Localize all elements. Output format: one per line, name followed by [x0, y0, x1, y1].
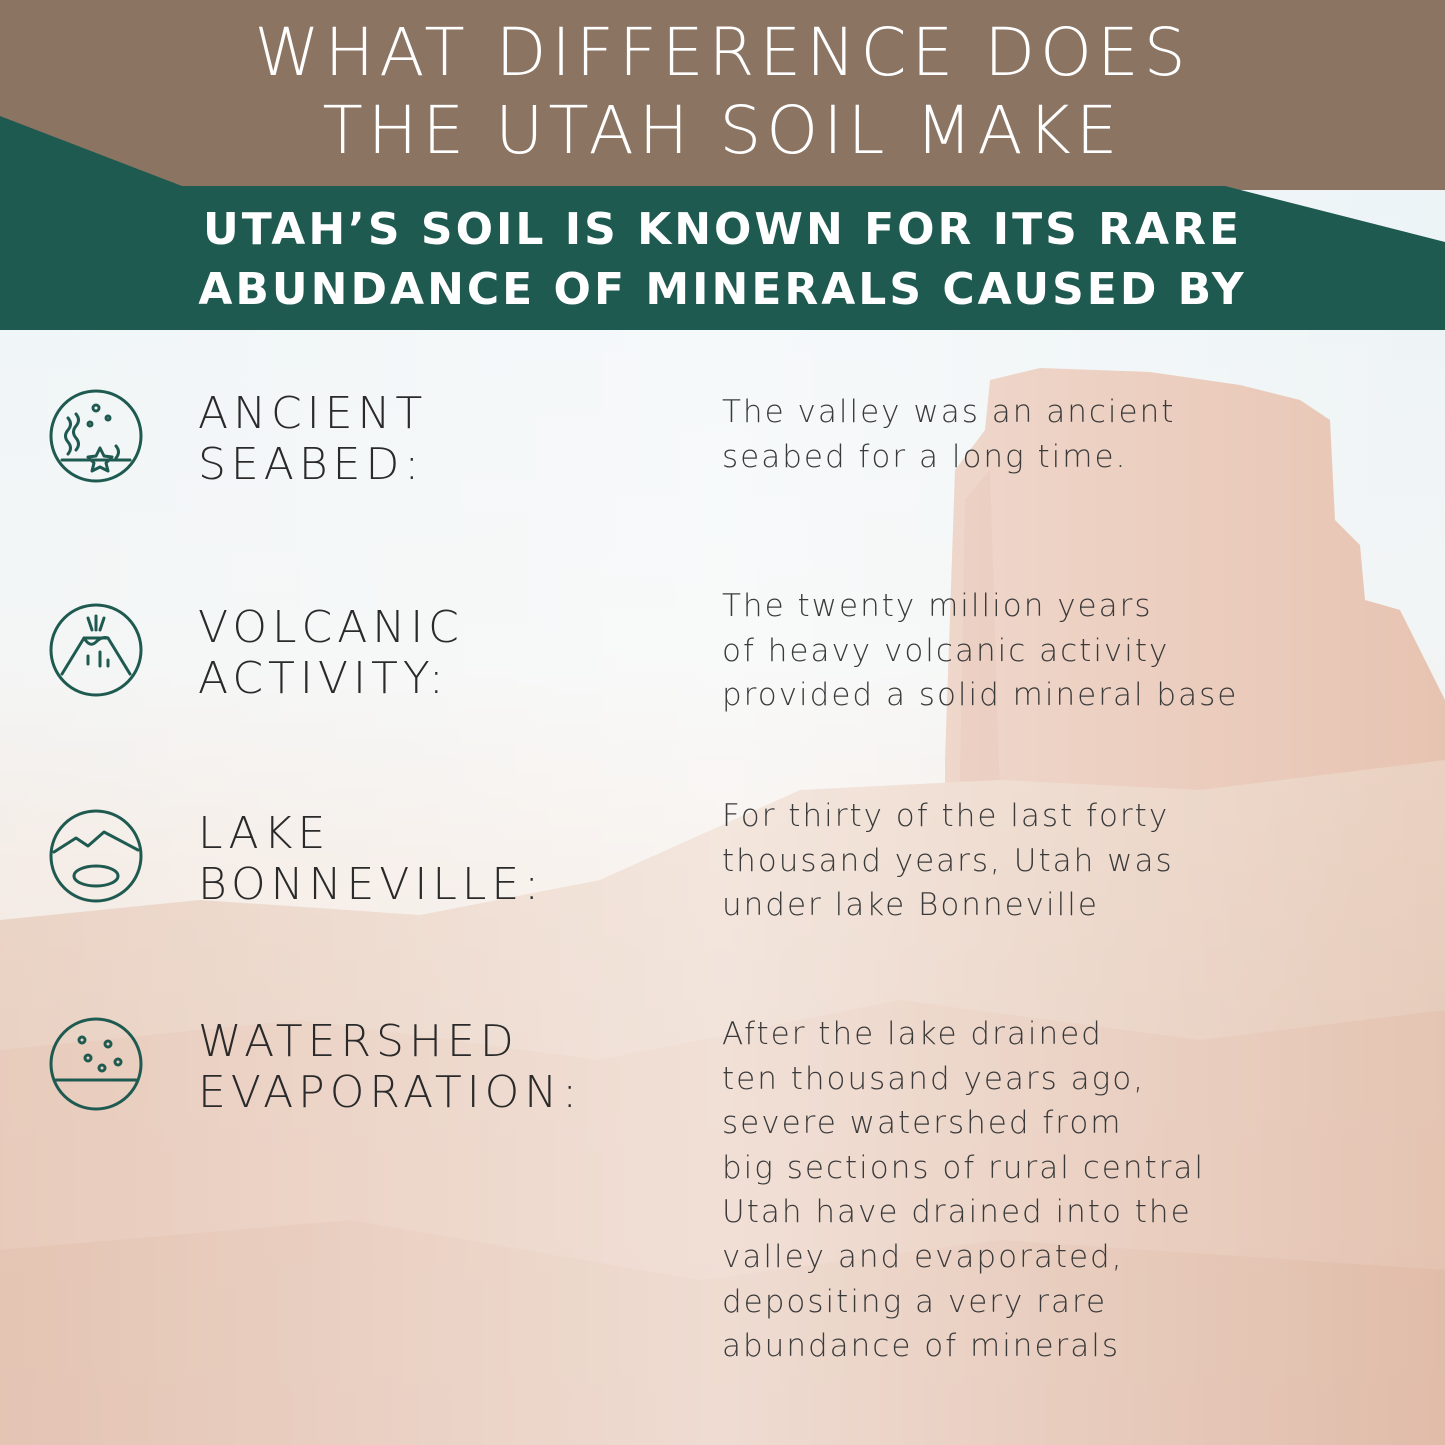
item-description-line: Utah have drained into the — [722, 1194, 1192, 1231]
page-subtitle — [0, 200, 1445, 320]
item-label-line: ACTIVITY: — [198, 653, 449, 704]
item-label — [198, 388, 427, 490]
page-subtitle-line-2: ABUNDANCE OF MINERALS CAUSED BY — [198, 264, 1247, 315]
item-label-line: WATERSHED — [198, 1016, 519, 1067]
item-description — [722, 390, 1362, 479]
item-description-line: The twenty million years — [722, 588, 1153, 624]
seabed-icon — [48, 388, 144, 484]
item-description — [722, 794, 1362, 928]
item-label-line: EVAPORATION: — [198, 1067, 583, 1118]
item-description-line: The valley was an ancient — [722, 394, 1176, 430]
page-title-line-2: THE UTAH SOIL MAKE — [322, 92, 1123, 169]
item-label-line: LAKE — [198, 808, 331, 859]
item-description — [722, 584, 1362, 718]
item-description-line: big sections of rural central — [722, 1149, 1206, 1186]
item-label-line: SEABED: — [198, 439, 425, 490]
item-label-line: ANCIENT — [198, 388, 428, 439]
item-description-line: of heavy volcanic activity — [722, 632, 1170, 669]
evaporation-icon — [48, 1016, 144, 1112]
item-label — [198, 808, 544, 910]
item-description-line: provided a solid mineral base — [722, 677, 1239, 714]
page-subtitle-line-1: UTAH’S SOIL IS KNOWN FOR ITS RARE — [202, 204, 1243, 255]
item-description — [722, 1012, 1362, 1369]
item-label-line: VOLCANIC — [198, 602, 464, 653]
item-description-line: ten thousand years ago, — [722, 1060, 1146, 1097]
item-description-line: valley and evaporated, — [722, 1238, 1124, 1275]
item-label-line: BONNEVILLE: — [198, 859, 545, 910]
item-description-line: After the lake drained — [722, 1016, 1103, 1052]
item-description-line: severe watershed from — [722, 1105, 1123, 1142]
item-label — [198, 602, 464, 704]
volcano-icon — [48, 602, 144, 698]
item-description-line: under lake Bonneville — [722, 887, 1099, 924]
item-description-line: For thirty of the last forty — [722, 798, 1170, 834]
item-description-line: abundance of minerals — [722, 1328, 1121, 1365]
item-description-line: seabed for a long time. — [722, 438, 1128, 475]
page-title — [0, 14, 1445, 170]
item-description-line: thousand years, Utah was — [722, 842, 1174, 879]
item-description-line: depositing a very rare — [722, 1283, 1108, 1320]
page-title-line-1: WHAT DIFFERENCE DOES — [254, 14, 1191, 91]
lake-icon — [48, 808, 144, 904]
item-label — [198, 1016, 582, 1118]
